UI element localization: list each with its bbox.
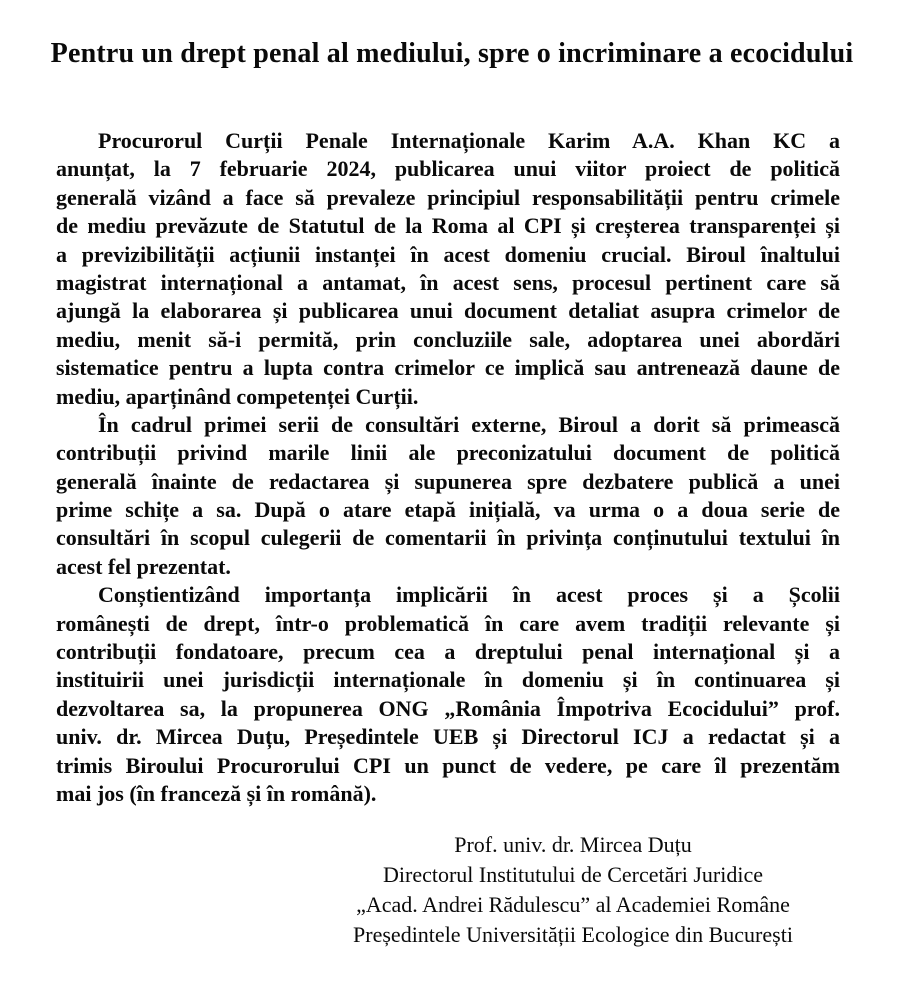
paragraph-1 <box>56 127 840 411</box>
document-title: Pentru un drept penal al mediului, spre o incriminare a ecocidului <box>50 38 854 69</box>
text-line: Procurorul Curții Penale Internaționale Karim A.A. Khan KC a <box>98 128 840 153</box>
signature-line-role-2: „Acad. Andrei Rădulescu” al Academiei Române <box>356 892 790 918</box>
signature-block <box>240 830 904 950</box>
text-line: mai jos (în franceză și în română). <box>56 780 377 806</box>
text-line: de mediu prevăzute de Statutul de la Roma al CPI și creșterea transparenței și <box>56 213 840 239</box>
text-line: prime schițe a sa. După o atare etapă inițială, va urma o a doua serie de <box>56 497 840 523</box>
text-line: univ. dr. Mircea Duțu, Președintele UEB și Directorul ICJ a redactat și a <box>56 724 840 750</box>
signature-line-role-3: Președintele Universității Ecologice din București <box>353 922 793 948</box>
text-line: sistematice pentru a lupta contra crimelor ce implică sau antrenează daune de <box>56 355 840 381</box>
text-line: anunțat, la 7 februarie 2024, publicarea unui viitor proiect de politică <box>56 156 840 182</box>
text-line: dezvoltarea sa, la propunerea ONG „România Împotriva Ecocidului” prof. <box>56 695 840 721</box>
text-line: mediu, menit să-i permită, prin concluziile sale, adoptarea unei abordări <box>56 326 840 352</box>
text-line: a previzibilității acțiunii instanței în acest domeniu crucial. Biroul înaltului <box>56 241 840 267</box>
text-line: magistrat internațional a antamat, în acest sens, procesul pertinent care să <box>56 269 840 295</box>
text-line: generală vizând a face să prevaleze principiul responsabilității pentru crimele <box>56 184 840 210</box>
text-line: În cadrul primei serii de consultări externe, Biroul a dorit să primească <box>98 411 840 437</box>
text-line: contribuții fondatoare, precum cea a dreptului penal internațional și a <box>56 639 840 665</box>
text-line: ajungă la elaborarea și publicarea unui document detaliat asupra crimelor de <box>56 298 840 324</box>
signature-line-role-1: Directorul Institutului de Cercetări Juridice <box>383 862 763 888</box>
document-body <box>56 127 840 808</box>
text-line: Conștientizând importanța implicării în acest proces și a Școlii <box>98 582 840 608</box>
text-line: consultări în scopul culegerii de comentarii în privința conținutului textului în <box>56 525 840 551</box>
text-line: contribuții privind marile linii ale preconizatului document de politică <box>56 440 840 466</box>
text-line: generală înainte de redactarea și supunerea spre dezbatere publică a unei <box>56 468 840 494</box>
text-line: românești de drept, într-o problematică în care avem tradiții relevante și <box>56 610 840 636</box>
paragraph-3 <box>56 581 840 808</box>
text-line: acest fel prezentat. <box>56 553 231 579</box>
text-line: mediu, aparținând competenței Curții. <box>56 383 419 409</box>
paragraph-2 <box>56 411 840 581</box>
text-line: trimis Biroului Procurorului CPI un punct de vedere, pe care îl prezentăm <box>56 752 840 778</box>
signature-line-name: Prof. univ. dr. Mircea Duțu <box>454 832 692 858</box>
text-line: instituirii unei jurisdicții internaționale în domeniu și în continuarea și <box>56 667 840 693</box>
